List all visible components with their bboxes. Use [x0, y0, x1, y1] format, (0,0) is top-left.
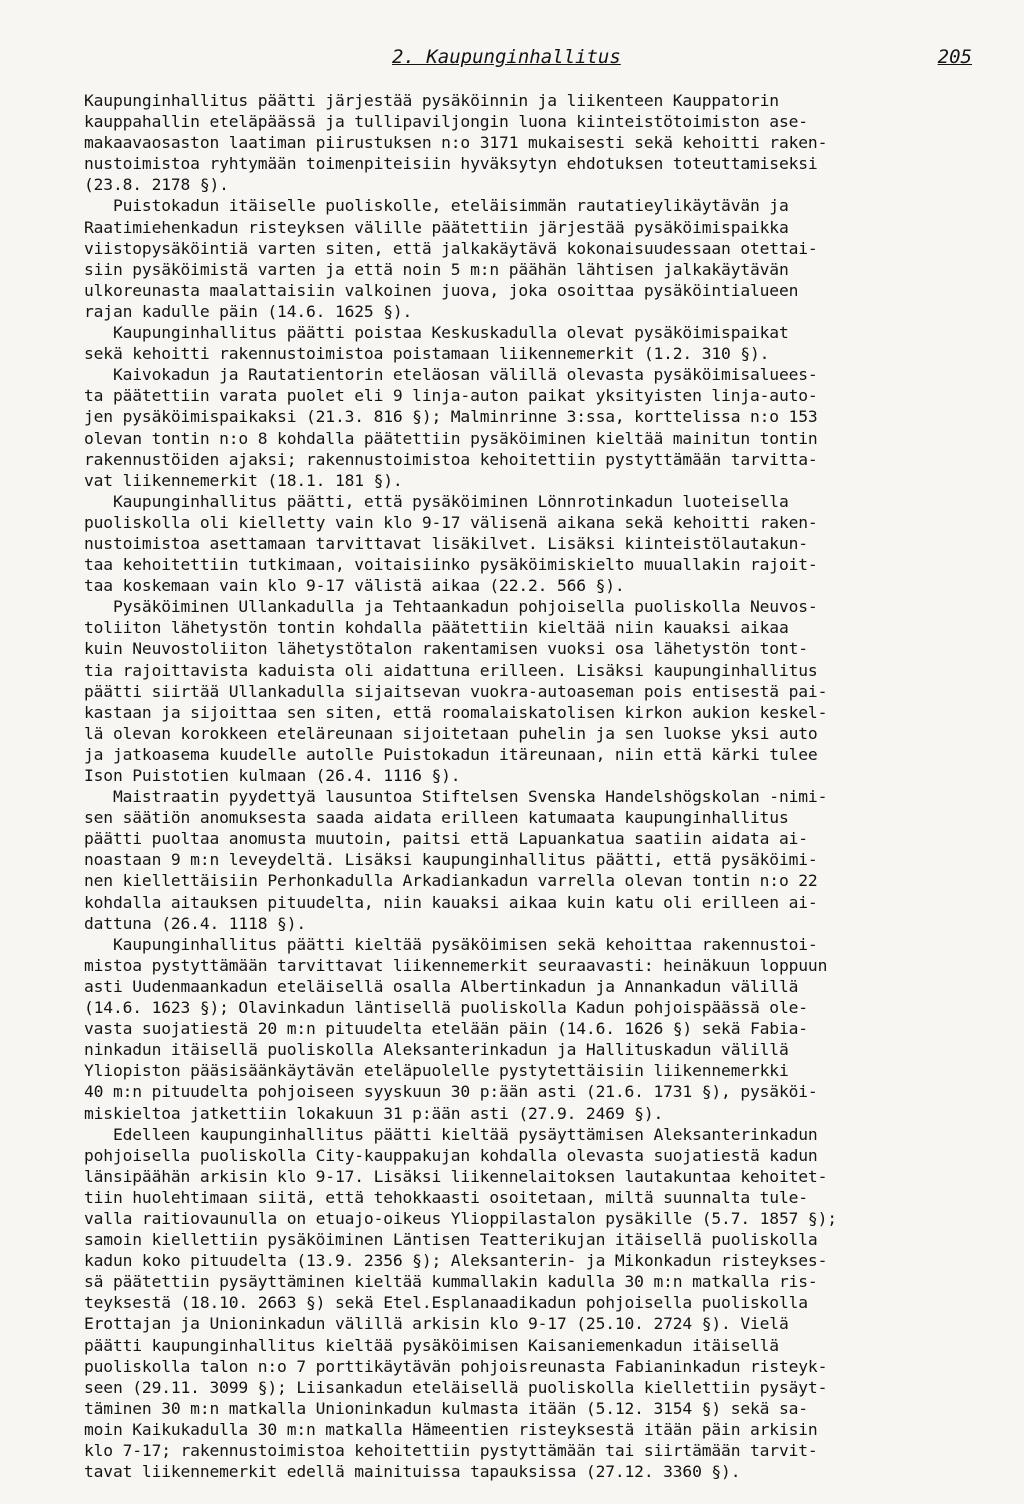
text-line: tia rajoittavista kaduista oli aidattuna erilleen. Lisäksi kaupunginhallitus [84, 660, 818, 680]
text-line: sä päätettiin pysäyttäminen kieltää kummallakin kadulla 30 m:n matkalla ris- [84, 1272, 818, 1292]
text-line: Maistraatin pyydettyä lausuntoa Stiftelsen Svenska Handelshögskolan -nimi- [84, 787, 828, 807]
text-line: viistopysäköintiä varten siten, että jalkakäytävä kokonaisuudessaan otettai- [84, 238, 818, 258]
text-line: klo 7-17; rakennustoimistoa kehoitettiin pystyttämään tai siirtämään tarvit- [84, 1441, 818, 1460]
text-line: tiin huolehtimaan siitä, että tehokkaasti osoitetaan, miltä suunnalta tule- [84, 1187, 808, 1207]
text-line: sekä kehoitti rakennustoimistoa poistamaan liikennemerkit (1.2. 310 §). [84, 344, 770, 364]
text-line: Puistokadun itäiselle puoliskolle, eteläisimmän rautatieylikäytävän ja [84, 196, 789, 216]
text-line: sen säätiön anomuksesta saada aidata erilleen katumaata kaupunginhallitus [84, 808, 789, 828]
text-line: tavat liikennemerkit edellä mainituissa tapauksissa (27.12. 3360 §). [84, 1462, 741, 1482]
text-line: samoin kiellettiin pysäköiminen Läntisen Teatterikujan itäisellä puoliskolla [84, 1230, 818, 1250]
page-number: 205 [937, 46, 972, 68]
text-line: kauppahallin eteläpäässä ja tullipaviljongin luona kiinteistötoimiston ase- [84, 112, 808, 132]
text-line: teyksestä (18.10. 2663 §) sekä Etel.Esplanaadikadun pohjoisella puoliskolla [84, 1293, 808, 1313]
text-line: seen (29.11. 3099 §); Liisankadun eteläisellä puoliskolla kiellettiin pysäyt- [84, 1377, 828, 1397]
text-line: (23.8. 2178 §). [84, 175, 229, 195]
text-line: kuin Neuvostoliiton lähetystötalon rakentamisen vuoksi osa lähetystön tont- [84, 639, 808, 659]
text-line: 40 m:n pituudelta pohjoiseen syyskuun 30 p:ään asti (21.6. 1731 §), pysäköi- [84, 1082, 818, 1102]
text-line: Kaupunginhallitus päätti järjestää pysäköinnin ja liikenteen Kauppatorin [84, 91, 779, 110]
text-line: päätti kaupunginhallitus kieltää pysäköimisen Kaisaniemenkadun itäisellä [84, 1335, 779, 1355]
text-line: Kaivokadun ja Rautatientorin eteläosan välillä olevasta pysäköimisaluees- [84, 365, 818, 385]
text-line: kohdalla aitauksen pituudelta, niin kauaksi aikaa kuin katu oli erilleen ai- [84, 892, 818, 912]
text-line: Kaupunginhallitus päätti poistaa Keskuskadulla olevat pysäköimispaikat [84, 323, 789, 343]
text-line: asti Uudenmaankadun eteläisellä osalla Albertinkadun ja Annankadun välillä [84, 976, 799, 996]
text-line: taa kehoitettiin tutkimaan, voitaisiinko pysäköimiskielto muuallakin rajoit- [84, 555, 818, 575]
text-line: mistoa pystyttämään tarvittavat liikennemerkit seuraavasti: heinäkuun loppuun [84, 955, 828, 975]
text-line: (14.6. 1623 §); Olavinkadun läntisellä puoliskolla Kadun pohjoispäässä ole- [84, 998, 808, 1018]
text-line: pohjoisella puoliskolla City-kauppakujan kohdalla olevasta suojatiestä kadun [84, 1145, 818, 1165]
text-line: Ison Puistotien kulmaan (26.4. 1116 §). [84, 766, 461, 785]
text-line: makaavaosaston laatiman piirustuksen n:o 3171 mukaisesti sekä kehoitti raken- [84, 133, 828, 153]
text-line: lä olevan korokkeen eteläreunaan sijoitetaan puhelin ja sen luokse yksi auto [84, 723, 818, 743]
text-line: taa koskemaan vain klo 9-17 välistä aikaa (22.2. 566 §). [84, 576, 625, 596]
text-line: dattuna (26.4. 1118 §). [84, 913, 306, 933]
body-text [84, 90, 996, 1482]
text-line: valla raitiovaunulla on etuajo-oikeus Ylioppilastalon pysäkille (5.7. 1857 §); [84, 1208, 837, 1228]
text-line: nustoimistoa ryhtymään toimenpiteisiin hyväksytyn ehdotuksen toteuttamiseksi [84, 154, 818, 174]
page-header [80, 46, 1000, 70]
text-line: kadun koko pituudelta (13.9. 2356 §); Aleksanterin- ja Mikonkadun risteykses- [84, 1251, 828, 1271]
text-line: täminen 30 m:n matkalla Unioninkadun kulmasta itään (5.12. 3154 §) sekä sa- [84, 1398, 808, 1418]
text-line: nustoimistoa asettamaan tarvittavat lisäkilvet. Lisäksi kiinteistölautakun- [84, 533, 808, 553]
text-line: Yliopiston pääsisäänkäytävän eteläpuolelle pystytettäisiin liikennemerkki [84, 1061, 789, 1081]
text-line: miskieltoa jatkettiin lokakuun 31 p:ään asti (27.9. 2469 §). [84, 1103, 664, 1123]
text-line: noastaan 9 m:n leveydeltä. Lisäksi kaupunginhallitus päätti, että pysäköimi- [84, 850, 818, 870]
text-line: Kaupunginhallitus päätti kieltää pysäköimisen sekä kehoittaa rakennustoi- [84, 934, 818, 954]
text-line: ja jatkoasema kuudelle autolle Puistokadun itäreunaan, niin että kärki tulee [84, 744, 818, 764]
text-line: puoliskolla oli kielletty vain klo 9-17 välisenä aikana sekä kehoitti raken- [84, 512, 818, 532]
text-line: ninkadun itäisellä puoliskolla Aleksanterinkadun ja Hallituskadun välillä [84, 1040, 789, 1060]
text-line: länsipäähän arkisin klo 9-17. Lisäksi liikennelaitoksen lautakuntaa kehoitet- [84, 1166, 828, 1186]
text-line: Raatimiehenkadun risteyksen välille päätettiin järjestää pysäköimispaikka [84, 217, 789, 237]
running-title: 2. Kaupunginhallitus [392, 46, 621, 68]
text-line: nen kiellettäisiin Perhonkadulla Arkadiankadun varrella olevan tontin n:o 22 [84, 871, 818, 891]
text-line: toliiton lähetystön tontin kohdalla päätettiin kieltää niin kauaksi aikaa [84, 618, 789, 638]
text-line: moin Kaikukadulla 30 m:n matkalla Hämeentien risteyksestä itään päin arkisin [84, 1419, 818, 1439]
text-line: vasta suojatiestä 20 m:n pituudelta etelään päin (14.6. 1626 §) sekä Fabia- [84, 1019, 808, 1039]
text-line: olevan tontin n:o 8 kohdalla päätettiin pysäköiminen kieltää mainitun tontin [84, 428, 818, 448]
text-line: ta päätettiin varata puolet eli 9 linja-auton paikat yksityisten linja-auto- [84, 386, 818, 406]
text-line: Erottajan ja Unioninkadun välillä arkisin klo 9-17 (25.10. 2724 §). Vielä [84, 1314, 789, 1334]
text-line: Kaupunginhallitus päätti, että pysäköiminen Lönnrotinkadun luoteisella [84, 491, 789, 511]
text-line: Pysäköiminen Ullankadulla ja Tehtaankadun pohjoisella puoliskolla Neuvos- [84, 597, 818, 617]
text-line: jen pysäköimispaikaksi (21.3. 816 §); Malminrinne 3:ssa, korttelissa n:o 153 [84, 407, 818, 427]
text-line: puoliskolla talon n:o 7 porttikäytävän pohjoisreunasta Fabianinkadun risteyk- [84, 1356, 828, 1376]
text-line: rajan kadulle päin (14.6. 1625 §). [84, 301, 413, 321]
text-line: kastaan ja sijoittaa sen siten, että roomalaiskatolisen kirkon aukion keskel- [84, 702, 828, 722]
text-line: Edelleen kaupunginhallitus päätti kieltää pysäyttämisen Aleksanterinkadun [84, 1124, 818, 1144]
text-line: päätti puoltaa anomusta muutoin, paitsi että Lapuankatua saatiin aidata ai- [84, 829, 808, 849]
text-line: päätti siirtää Ullankadulla sijaitsevan vuokra-autoaseman pois entisestä pai- [84, 681, 828, 701]
text-line: vat liikennemerkit (18.1. 181 §). [84, 470, 403, 490]
text-line: rakennustöiden ajaksi; rakennustoimistoa kehoitettiin pystyttämään tarvitta- [84, 449, 818, 469]
text-line: siin pysäköimistä varten ja että noin 5 m:n päähän lähtisen jalkakäytävän [84, 259, 789, 279]
text-line: ulkoreunasta maalattaisiin valkoinen juova, joka osoittaa pysäköintialueen [84, 280, 799, 300]
